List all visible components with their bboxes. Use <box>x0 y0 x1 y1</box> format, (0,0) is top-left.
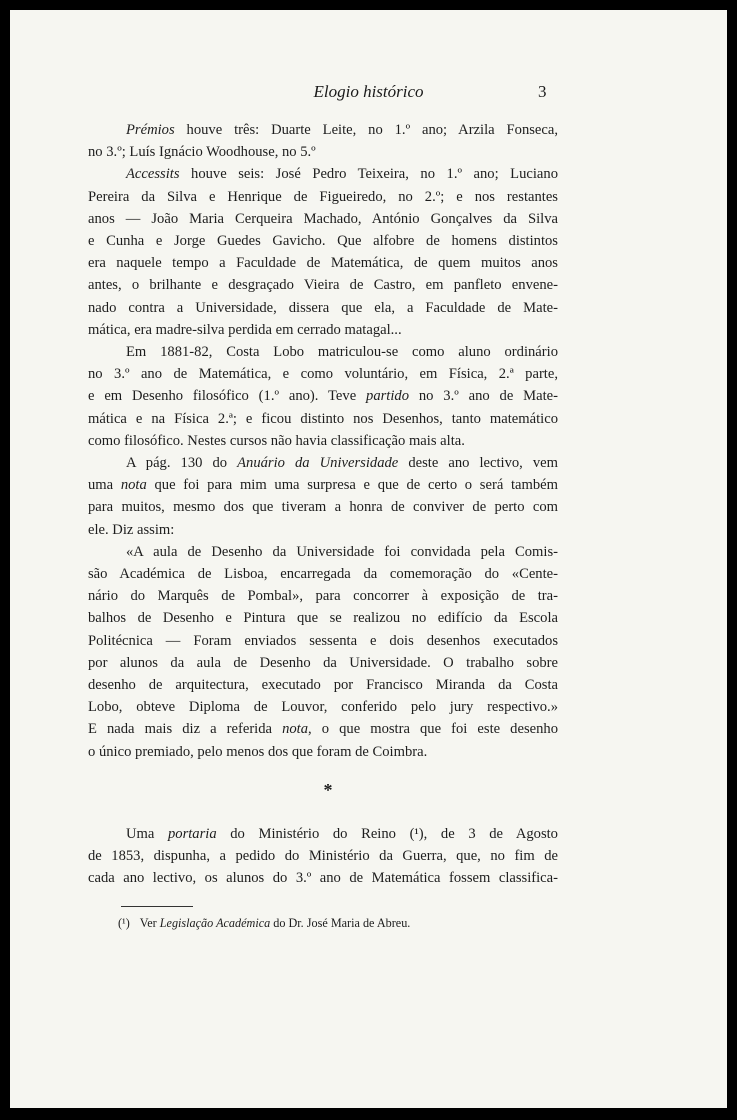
paragraph-accessits-line: e Cunha e Jorge Guedes Gavicho. Que alfobre de homens distintos <box>88 233 558 250</box>
footnote-mark: (¹) <box>118 916 130 930</box>
quotation-line: desenho de arquitectura, executado por Francisco Miranda da Costa <box>88 677 558 694</box>
page-number: 3 <box>538 82 547 101</box>
paragraph-portaria-line: de 1853, dispunha, a pedido do Ministério da Guerra, que, no fim de <box>88 848 558 865</box>
paragraph-matricula-line: Em 1881-82, Costa Lobo matriculou-se como aluno ordinário <box>126 344 558 361</box>
page-header <box>10 82 727 104</box>
quotation-line: Politécnica — Foram enviados sessenta e dois desenhos executados <box>88 632 558 649</box>
body-text <box>88 119 558 890</box>
paragraph-premios-line: Prémios houve três: Duarte Leite, no 1.º ano; Arzila Fonseca, <box>126 122 558 138</box>
paragraph-accessits-line: mática, era madre-silva perdida em cerrado matagal... <box>88 321 402 338</box>
quotation-line: são Académica de Lisboa, encarregada da comemoração do «Cente- <box>88 566 558 583</box>
paragraph-anuario-line: ele. Diz assim: <box>88 521 175 538</box>
paragraph-accessits-line: Accessits houve seis: José Pedro Teixeira, no 1.º ano; Luciano <box>126 166 558 183</box>
italic-term: Accessits <box>126 166 180 183</box>
italic-term: partido <box>366 388 410 405</box>
italic-term: Legislação Académica <box>159 916 271 930</box>
italic-term: Prémios <box>126 122 175 138</box>
footnote-divider <box>121 906 193 907</box>
paragraph-anuario-line: uma nota que foi para mim uma surpresa e que de certo o será também <box>88 477 558 494</box>
paragraph-conclusion-line: o único premiado, pelo menos dos que foram de Coimbra. <box>88 743 428 760</box>
paragraph-accessits-line: anos — João Maria Cerqueira Machado, António Gonçalves da Silva <box>88 210 558 227</box>
italic-term: nota <box>120 477 147 494</box>
italic-term: Anuário da Universidade <box>237 455 399 472</box>
paragraph-accessits-line: antes, o brilhante e desgraçado Vieira de Castro, em panfleto envene- <box>88 277 558 294</box>
quotation-line: nário do Marquês de Pombal», para concorrer à exposição de tra- <box>88 588 558 605</box>
paragraph-anuario-line: para muitos, mesmo dos que tiveram a honra de conviver de perto com <box>88 499 558 516</box>
paragraph-accessits-line: era naquele tempo a Faculdade de Matemática, de quem muitos anos <box>88 255 558 272</box>
running-title: Elogio histórico <box>313 82 424 101</box>
paragraph-portaria-line: cada ano lectivo, os alunos do 3.º ano de Matemática fossem classifica- <box>88 870 558 887</box>
paragraph-matricula-line: e em Desenho filosófico (1.º ano). Teve partido no 3.º ano de Mate- <box>88 388 559 405</box>
italic-term: nota <box>282 721 309 738</box>
quotation-line: Lobo, obteve Diploma de Louvor, conferido pelo jury respectivo.» <box>88 699 558 716</box>
paragraph-accessits-line: Pereira da Silva e Henrique de Figueiredo, no 2.º; e nos restantes <box>88 188 558 205</box>
paragraph-premios-line: no 3.º; Luís Ignácio Woodhouse, no 5.º <box>88 144 316 161</box>
footnote: (¹) Ver Legislação Académica do Dr. José Maria de Abreu. <box>118 916 411 930</box>
quotation-line: por alunos da aula de Desenho da Universidade. O trabalho sobre <box>88 654 558 671</box>
book-page <box>10 10 727 1108</box>
paragraph-accessits-line: nado contra a Universidade, dissera que ela, a Faculdade de Mate- <box>88 299 558 316</box>
paragraph-portaria-line: Uma portaria do Ministério do Reino (¹), de 3 de Agosto <box>126 825 558 842</box>
italic-term: portaria <box>167 825 217 842</box>
section-separator: * <box>323 779 333 800</box>
paragraph-conclusion-line: E nada mais diz a referida nota, o que mostra que foi este desenho <box>88 721 558 738</box>
quotation-line: «A aula de Desenho da Universidade foi convidada pela Comis- <box>126 543 558 560</box>
paragraph-matricula-line: mática e na Física 2.ª; e ficou distinto nos Desenhos, tanto matemático <box>88 410 558 427</box>
paragraph-anuario-line: A pág. 130 do Anuário da Universidade deste ano lectivo, vem <box>126 455 558 472</box>
paragraph-matricula-line: como filosófico. Nestes cursos não havia classificação mais alta. <box>88 432 465 449</box>
quotation-line: balhos de Desenho e Pintura que se realizou no edifício da Escola <box>88 610 558 627</box>
paragraph-matricula-line: no 3.º ano de Matemática, e como voluntário, em Física, 2.ª parte, <box>88 366 558 383</box>
